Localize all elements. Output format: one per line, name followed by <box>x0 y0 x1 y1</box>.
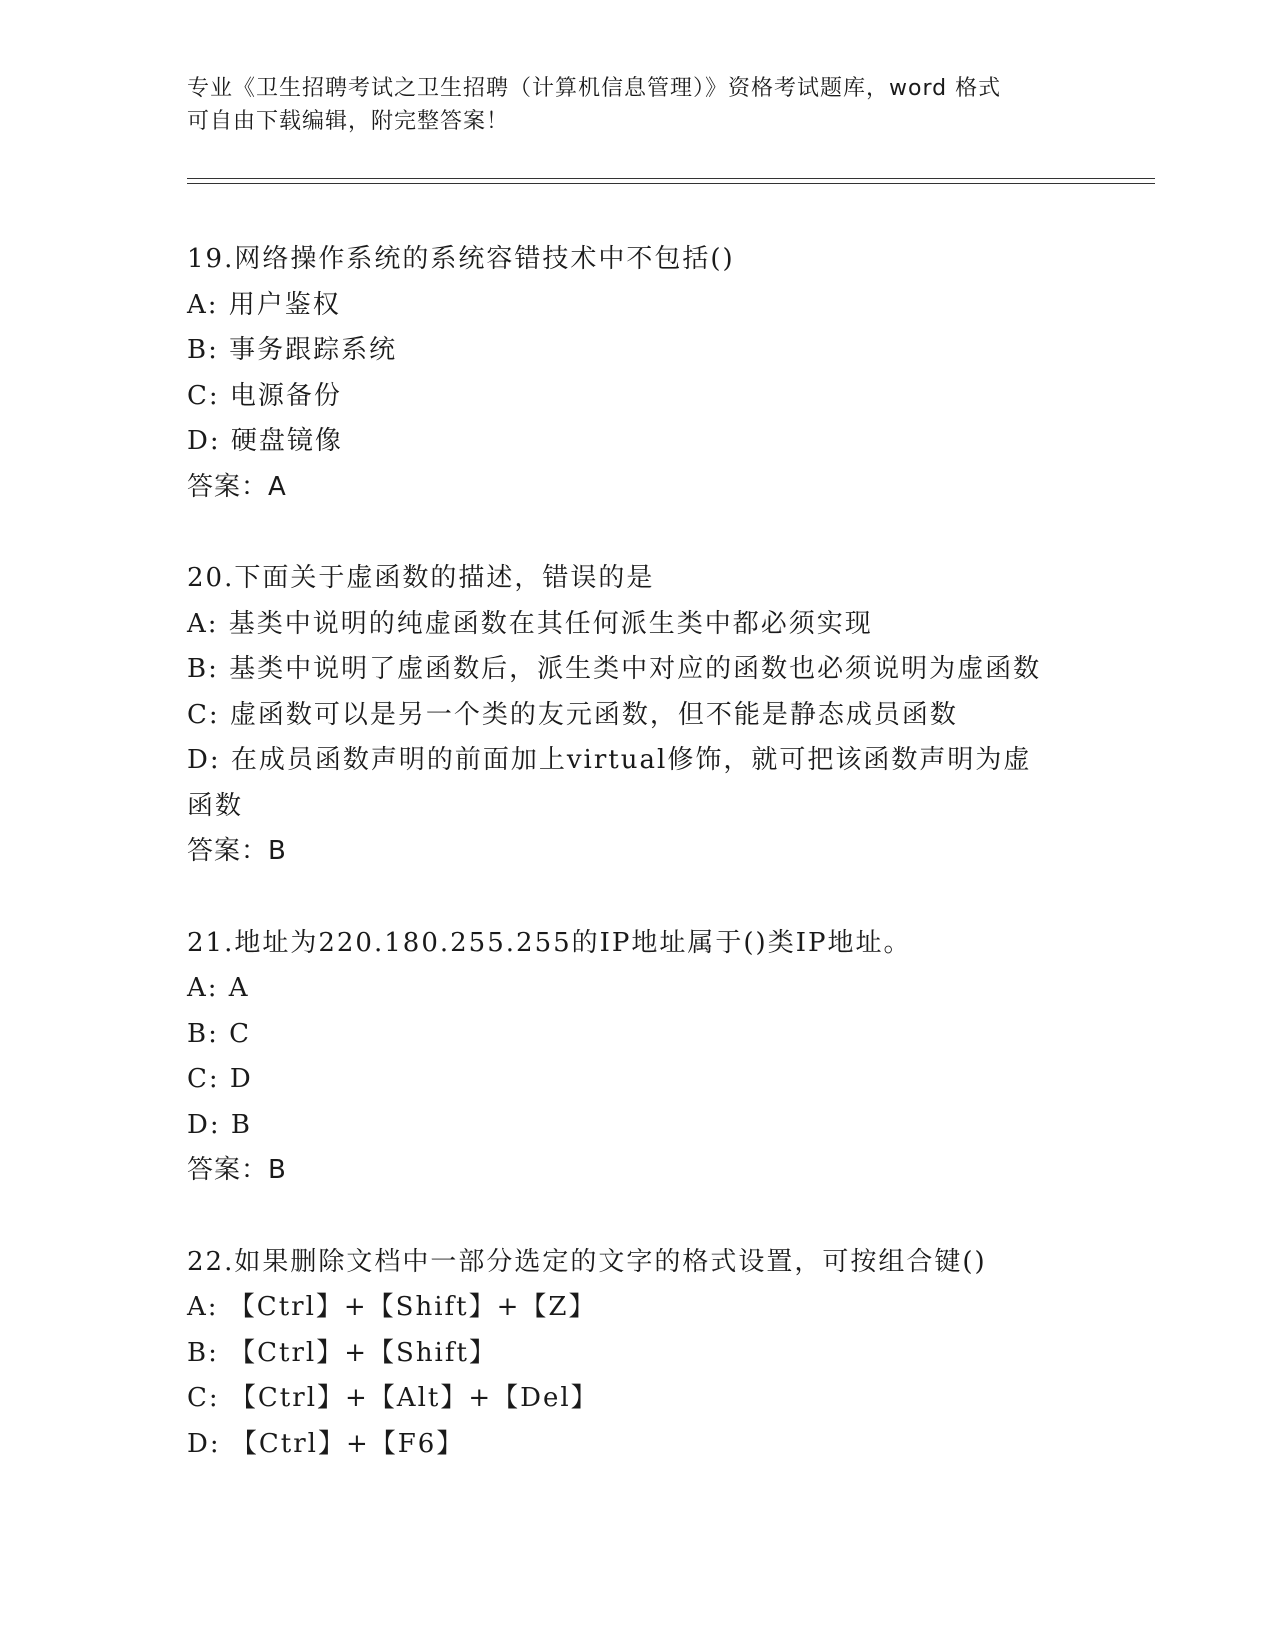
option-d: D: 硬盘镜像 <box>187 426 343 456</box>
question-stem: 21.地址为220.180.255.255的IP地址属于()类IP地址。 <box>187 927 912 958</box>
option-b: B: C <box>187 1018 252 1049</box>
question-list <box>187 237 1087 1513</box>
option-a: A: 用户鉴权 <box>187 289 341 320</box>
question-22 <box>187 1240 1087 1468</box>
option-a: A: 基类中说明的纯虚函数在其任何派生类中都必须实现 <box>187 608 873 639</box>
option-a: A: 【Ctrl】+【Shift】+【Z】 <box>187 1292 597 1322</box>
header-line-2: 可自由下载编辑，附完整答案！ <box>187 109 510 134</box>
question-20 <box>187 556 1087 875</box>
header-line-1: 专业《卫生招聘考试之卫生招聘（计算机信息管理）》资格考试题库，word 格式 <box>187 76 1002 101</box>
question-stem: 19.网络操作系统的系统容错技术中不包括() <box>187 244 735 274</box>
option-b: B: 事务跟踪系统 <box>187 335 398 365</box>
document-header <box>187 72 1087 138</box>
option-d-continuation: 函数 <box>187 790 244 821</box>
header-divider-bottom <box>187 183 1155 184</box>
option-c: C: 虚函数可以是另一个类的友元函数，但不能是静态成员函数 <box>187 699 958 730</box>
option-d: D: 在成员函数声明的前面加上virtual修饰，就可把该函数声明为虚 <box>187 745 1032 775</box>
question-21 <box>187 921 1087 1194</box>
option-c: C: 【Ctrl】+【Alt】+【Del】 <box>187 1383 599 1413</box>
option-d: D: B <box>187 1109 252 1140</box>
option-c: C: 电源备份 <box>187 380 342 411</box>
option-c: C: D <box>187 1064 253 1094</box>
question-stem: 22.如果删除文档中一部分选定的文字的格式设置，可按组合键() <box>187 1246 987 1277</box>
option-a: A: A <box>187 973 250 1003</box>
answer-label: 答案：B <box>187 836 287 866</box>
answer-label: 答案：B <box>187 1155 287 1185</box>
answer-label: 答案：A <box>187 471 287 502</box>
option-d: D: 【Ctrl】+【F6】 <box>187 1428 465 1459</box>
option-b: B: 基类中说明了虚函数后，派生类中对应的函数也必须说明为虚函数 <box>187 654 1042 684</box>
header-divider-top <box>187 178 1155 179</box>
option-b: B: 【Ctrl】+【Shift】 <box>187 1337 497 1368</box>
question-stem: 20.下面关于虚函数的描述，错误的是 <box>187 563 655 593</box>
question-19 <box>187 237 1087 510</box>
